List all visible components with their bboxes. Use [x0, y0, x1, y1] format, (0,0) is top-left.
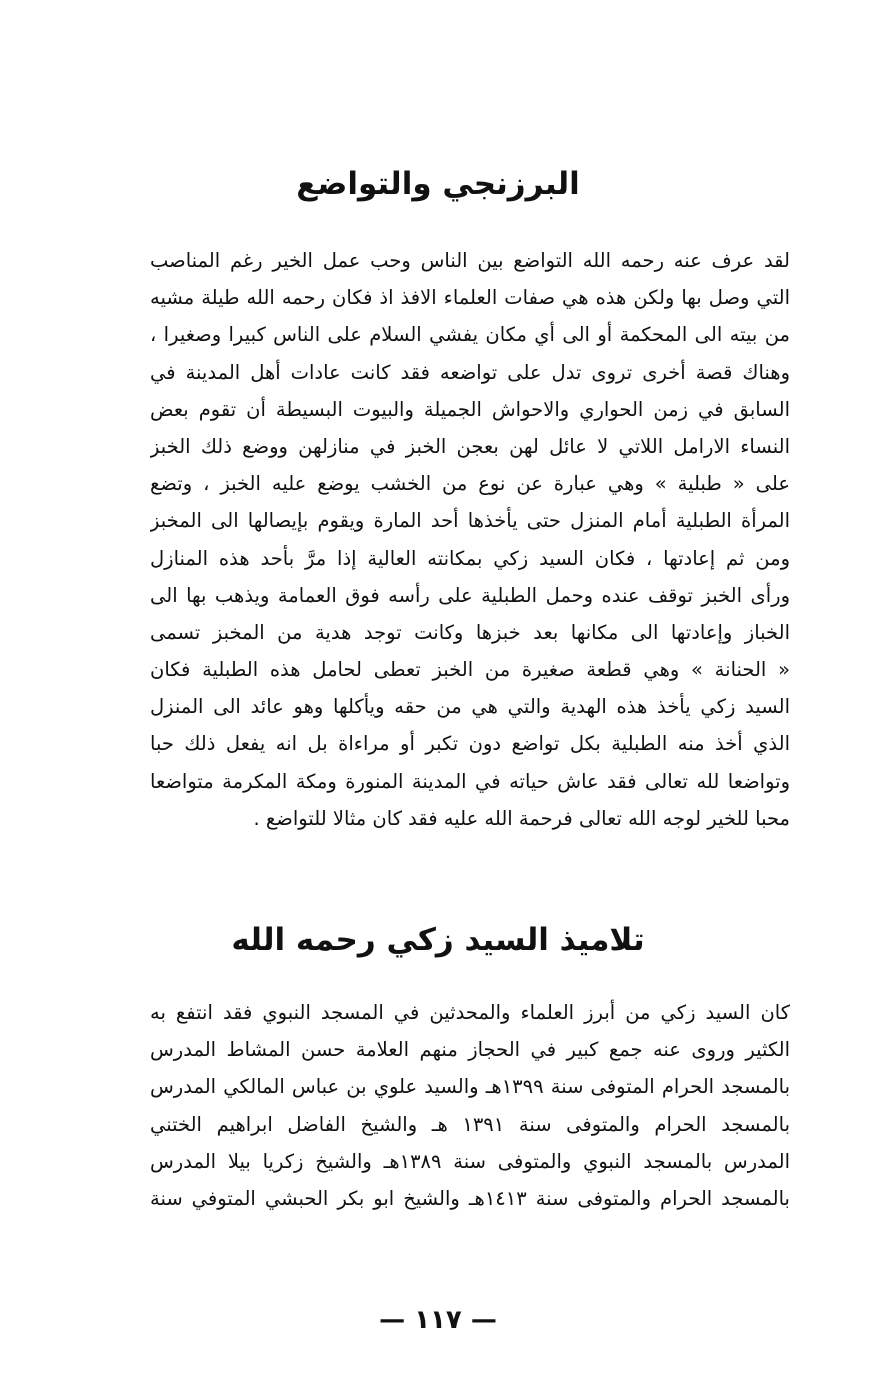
- text-line: الكثير وروى عنه جمع كبير في الحجاز منهم العلامة حسن المشاط المدرس: [150, 1038, 790, 1062]
- text-line: المرأة الطبلية أمام المنزل حتى يأخذها أحد المارة ويقوم بإيصالها الى المخبز: [150, 509, 790, 533]
- text-line: بالمسجد الحرام والمتوفى سنة ١٣٩١ هـ والشيخ الفاضل ابراهيم الختني: [150, 1112, 790, 1136]
- text-line: المدرس بالمسجد النبوي والمتوفى سنة ١٣٨٩هـ والشيخ زكريا بيلا المدرس: [150, 1149, 790, 1173]
- text-line: النساء الارامل اللاتي لا عائل لهن بعجن الخبز في منازلهن ووضع ذلك الخبز: [150, 434, 790, 458]
- text-line: وهناك قصة أخرى تروى تدل على تواضعه فقد كانت عادات أهل المدينة في: [150, 360, 790, 384]
- text-line: كان السيد زكي من أبرز العلماء والمحدثين في المسجد النبوي فقد انتفع به: [150, 1001, 790, 1024]
- text-line: ومن ثم إعادتها ، فكان السيد زكي بمكانته العالية إذا مرَّ بأحد هذه المنازل: [150, 546, 790, 570]
- text-line: بالمسجد الحرام والمتوفى سنة ١٤١٣هـ والشيخ ابو بكر الحبشي المتوفي سنة: [150, 1186, 790, 1210]
- text-line: على « طبلية » وهي عبارة عن نوع من الخشب يوضع عليه الخبز ، وتضع: [150, 472, 790, 496]
- section-title-students: تلاميذ السيد زكي رحمه الله: [231, 922, 645, 958]
- text-line: محبا للخير لوجه الله تعالى فرحمة الله عليه فقد كان مثالا للتواضع .: [253, 806, 790, 830]
- page-number: — ١١٧ —: [379, 1305, 497, 1335]
- text-line: السيد زكي يأخذ هذه الهدية والتي هي من حقه ويأكلها وهو عائد الى المنزل: [150, 695, 790, 719]
- text-line: من بيته الى المحكمة أو الى أي مكان يفشي السلام على الناس كبيرا وصغيرا ،: [150, 323, 790, 347]
- text-line: الذي أخذ منه الطبلية بكل تواضع دون تكبر أو مراءاة بل انه يفعل ذلك حبا: [150, 732, 790, 756]
- text-line: الخباز وإعادتها الى مكانها بعد خبزها وكانت توجد هدية من المخبز تسمى: [150, 620, 790, 644]
- text-line: ورأى الخبز توقف عنده وحمل الطبلية على رأسه فوق العمامة ويذهب بها الى: [150, 583, 790, 607]
- text-line: السابق في زمن الحواري والاحواش الجميلة والبيوت البسيطة أن تقوم بعض: [150, 397, 790, 421]
- text-line: وتواضعا لله تعالى فقد عاش حياته في المدينة المنورة ومكة المكرمة متواضعا: [150, 769, 790, 793]
- text-line: لقد عرف عنه رحمه الله التواضع بين الناس وحب عمل الخير رغم المناصب: [150, 249, 790, 272]
- text-line: « الحنانة » وهي قطعة صغيرة من الخبز تعطى لحامل هذه الطبلية فكان: [150, 658, 790, 682]
- paragraph-humility: [150, 242, 790, 837]
- text-line: بالمسجد الحرام المتوفى سنة ١٣٩٩هـ والسيد علوي بن عباس المالكي المدرس: [150, 1075, 790, 1099]
- text-line: التي وصل بها ولكن هذه هي صفات العلماء الافذ اذ فكان رحمه الله طيلة مشيه: [150, 286, 790, 310]
- section-title-barzanji-humility: البرزنجي والتواضع: [296, 166, 580, 202]
- paragraph-students: [150, 994, 790, 1217]
